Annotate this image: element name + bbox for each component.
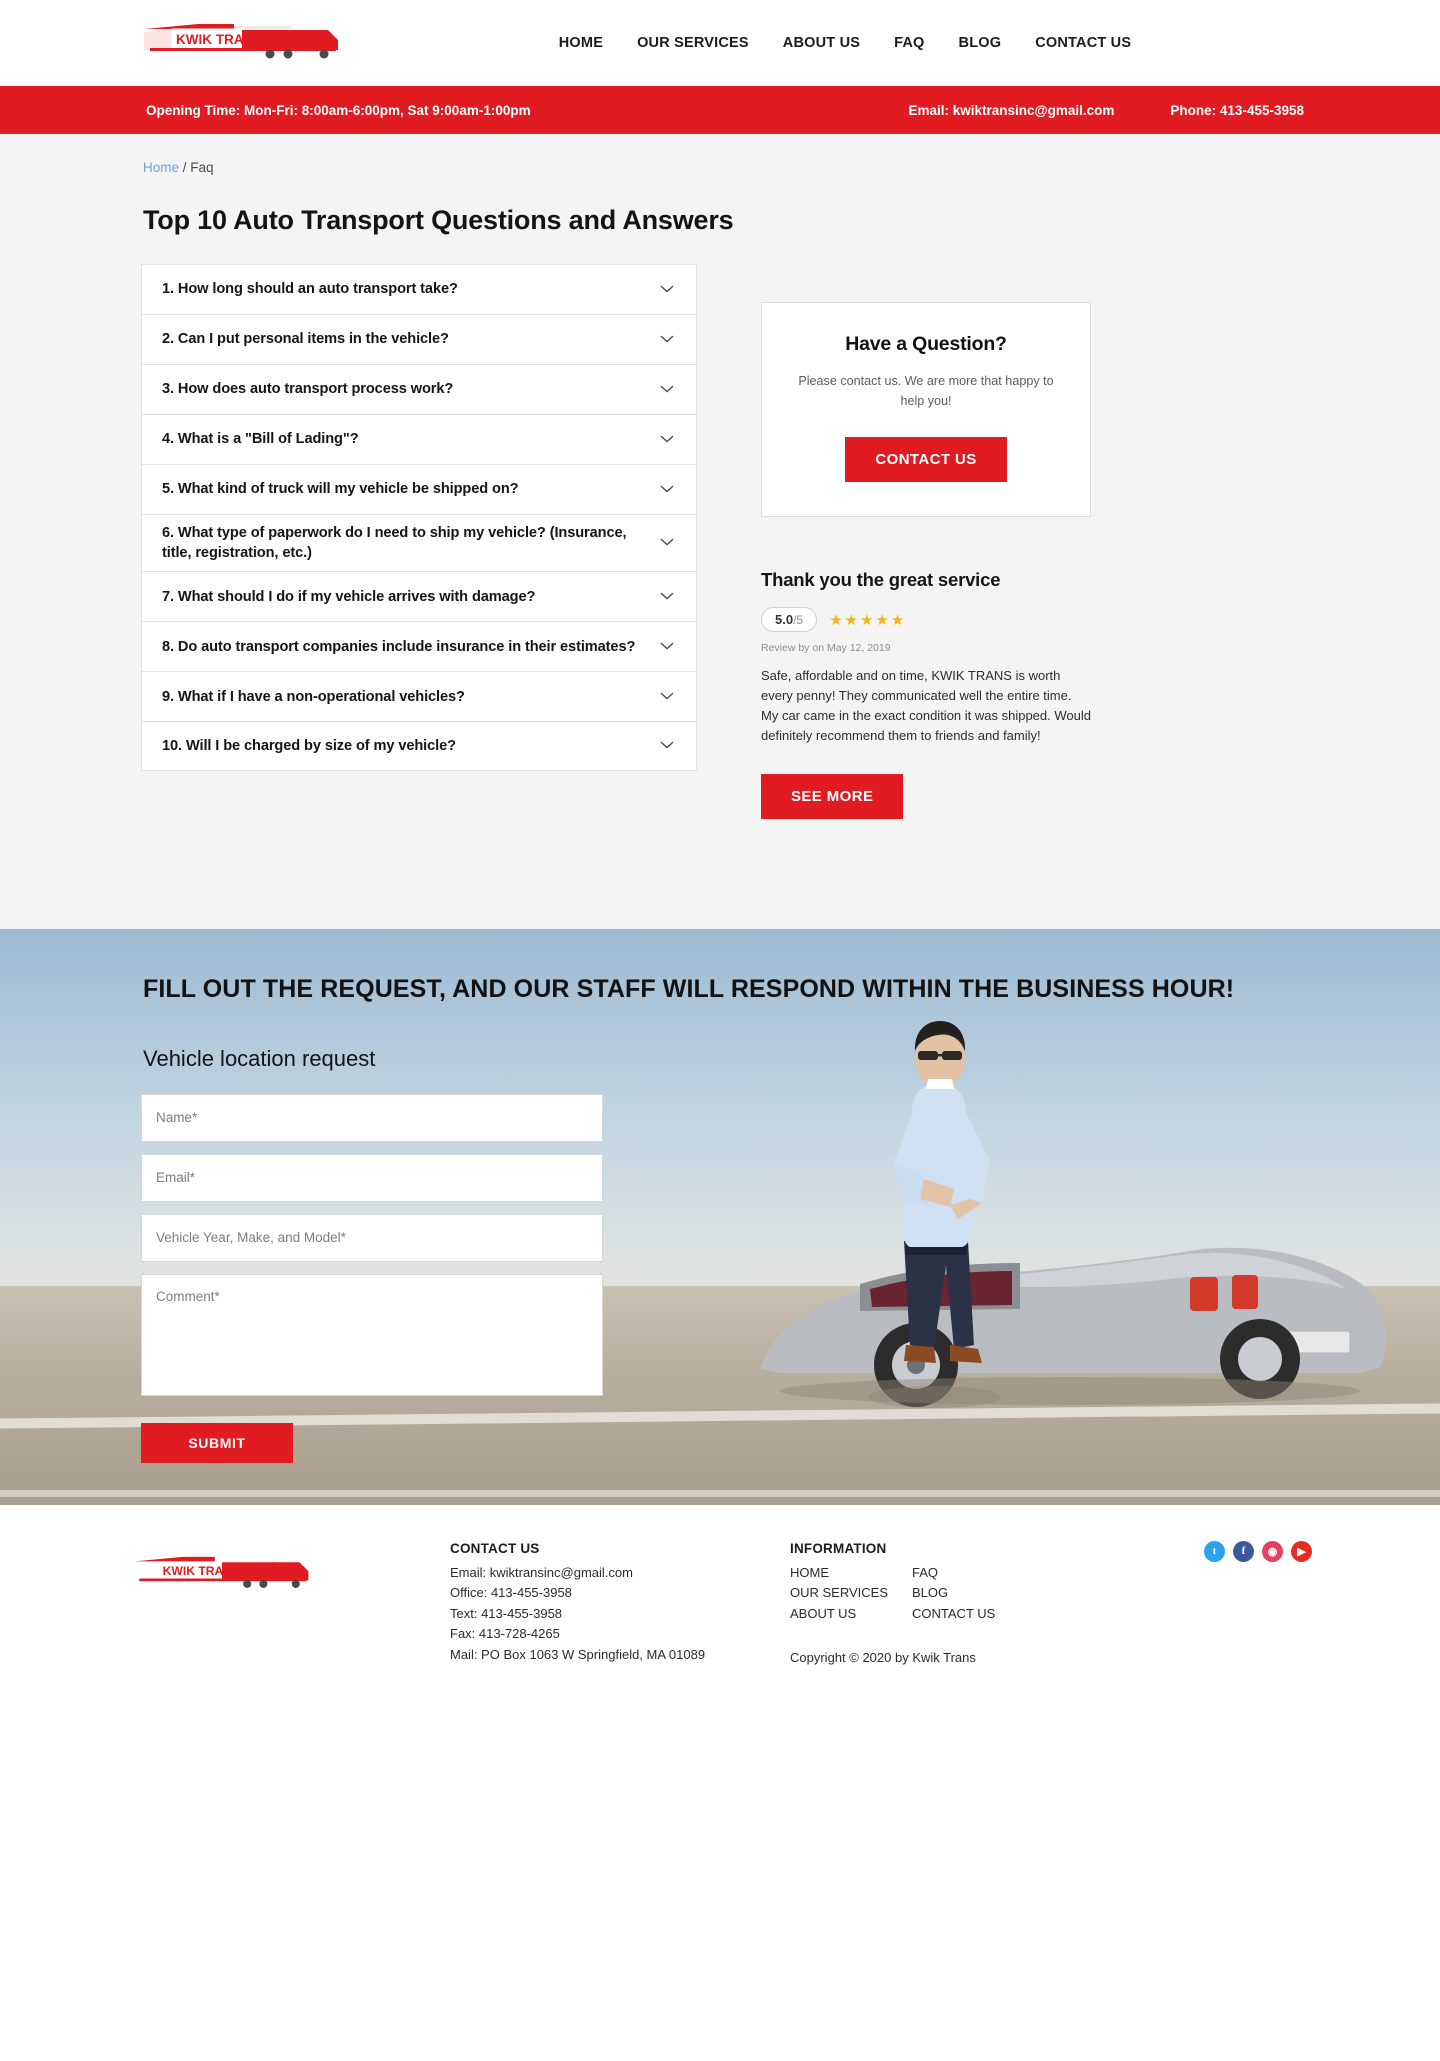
footer-contact-fax: Fax: 413-728-4265 xyxy=(450,1626,560,1642)
chevron-down-icon[interactable] xyxy=(660,334,674,343)
footer-contact-mail: Mail: PO Box 1063 W Springfield, MA 01089 xyxy=(450,1646,706,1662)
breadcrumb xyxy=(141,160,1299,175)
request-form-section xyxy=(0,929,1440,1505)
faq-question: 10. Will I be charged by size of my vehicle? xyxy=(162,738,456,755)
faq-accordion xyxy=(141,264,697,771)
footer-information-block xyxy=(790,1541,1090,1666)
faq-item[interactable] xyxy=(141,571,697,621)
footer-link-contact-us[interactable]: CONTACT US xyxy=(912,1605,996,1621)
chevron-down-icon[interactable] xyxy=(660,434,674,443)
chevron-down-icon[interactable] xyxy=(660,691,674,700)
faq-question: 6. What type of paperwork do I need to ship my vehicle? (Insurance, title, registration, etc.) xyxy=(162,525,627,562)
footer-contact-text: Text: 413-455-3958 xyxy=(450,1605,563,1621)
footer-links-column-2 xyxy=(912,1563,995,1625)
nav-item-our-services[interactable]: OUR SERVICES xyxy=(637,34,749,51)
nav-item-home[interactable]: HOME xyxy=(558,34,604,51)
hero-headline: FILL OUT THE REQUEST, AND OUR STAFF WILL RESPOND WITHIN THE BUSINESS HOUR! xyxy=(143,974,1235,1003)
faq-question: 8. Do auto transport companies include insurance in their estimates? xyxy=(162,638,636,655)
review-heading: Thank you the great service xyxy=(761,569,1001,591)
chevron-down-icon[interactable] xyxy=(660,484,674,493)
header-email[interactable]: Email: kwiktransinc@gmail.com xyxy=(908,102,1115,118)
rating-badge xyxy=(761,607,817,632)
instagram-icon[interactable]: ◉ xyxy=(1262,1541,1283,1562)
chevron-down-icon[interactable] xyxy=(660,641,674,650)
faq-item[interactable] xyxy=(141,621,697,671)
chevron-down-icon[interactable] xyxy=(660,384,674,393)
footer-link-blog[interactable]: BLOG xyxy=(912,1585,949,1601)
faq-question: 2. Can I put personal items in the vehicle? xyxy=(162,331,449,348)
rating-score: 5.0 xyxy=(775,612,794,628)
form-subheading: Vehicle location request xyxy=(143,1045,376,1071)
review-meta: Review by on May 12, 2019 xyxy=(761,642,891,655)
faq-item[interactable] xyxy=(141,721,697,771)
svg-text:KWIK TRANS INC: KWIK TRANS INC xyxy=(176,31,290,47)
page-title: Top 10 Auto Transport Questions and Answers xyxy=(143,205,734,235)
youtube-icon[interactable]: ▶ xyxy=(1291,1541,1312,1562)
nav-item-contact-us[interactable]: CONTACT US xyxy=(1035,34,1132,51)
truck-icon xyxy=(132,1553,450,1600)
footer-link-our-services[interactable]: OUR SERVICES xyxy=(790,1585,889,1601)
faq-question: 9. What if I have a non-operational vehicles? xyxy=(162,688,465,705)
faq-item[interactable] xyxy=(141,514,697,571)
contact-us-button[interactable]: CONTACT US xyxy=(845,437,1006,482)
breadcrumb-separator: / xyxy=(179,160,191,175)
chevron-down-icon[interactable] xyxy=(660,284,674,293)
footer-contact-heading: CONTACT US xyxy=(450,1540,540,1556)
header-phone[interactable]: Phone: 413-455-3958 xyxy=(1170,102,1304,118)
chevron-down-icon[interactable] xyxy=(660,741,674,750)
footer-link-faq[interactable]: FAQ xyxy=(912,1564,939,1580)
chevron-down-icon[interactable] xyxy=(660,538,674,547)
rating-denominator: /5 xyxy=(793,613,804,628)
faq-question: 3. How does auto transport process work? xyxy=(162,381,454,398)
faq-item[interactable] xyxy=(141,364,697,414)
footer-logo[interactable] xyxy=(120,1541,450,1600)
see-more-button[interactable]: SEE MORE xyxy=(761,774,903,819)
rating-row xyxy=(761,607,1091,632)
name-input[interactable] xyxy=(141,1094,603,1142)
comment-input[interactable] xyxy=(141,1274,603,1396)
twitter-icon[interactable]: t xyxy=(1204,1541,1225,1562)
sidebar xyxy=(761,264,1091,819)
vehicle-input[interactable] xyxy=(141,1214,603,1262)
faq-question: 7. What should I do if my vehicle arrives with damage? xyxy=(162,588,536,605)
footer-link-about-us[interactable]: ABOUT US xyxy=(790,1605,857,1621)
faq-question: 4. What is a "Bill of Lading"? xyxy=(162,431,359,448)
faq-item[interactable] xyxy=(141,264,697,314)
nav-item-about-us[interactable]: ABOUT US xyxy=(782,34,861,51)
faq-question: 5. What kind of truck will my vehicle be shipped on? xyxy=(162,481,519,498)
svg-text:KWIK TRANS INC: KWIK TRANS INC xyxy=(162,1563,265,1578)
info-bar xyxy=(0,86,1440,134)
have-a-question-text: Please contact us. We are more that happy to help you! xyxy=(798,374,1054,408)
have-a-question-heading: Have a Question? xyxy=(845,333,1007,355)
breadcrumb-home[interactable]: Home xyxy=(143,160,180,175)
footer-contact-office: Office: 413-455-3958 xyxy=(450,1585,572,1601)
star-rating-icon: ★★★★★ xyxy=(829,611,907,629)
review-card xyxy=(761,569,1091,819)
faq-item[interactable] xyxy=(141,314,697,364)
footer-information-heading: INFORMATION xyxy=(790,1540,887,1556)
facebook-icon[interactable]: f xyxy=(1233,1541,1254,1562)
faq-item[interactable] xyxy=(141,671,697,721)
have-a-question-card xyxy=(761,302,1091,517)
site-footer xyxy=(0,1505,1440,1696)
email-input[interactable] xyxy=(141,1154,603,1202)
faq-item[interactable] xyxy=(141,464,697,514)
submit-button[interactable]: SUBMIT xyxy=(141,1423,293,1463)
site-header xyxy=(0,0,1440,86)
nav-item-blog[interactable]: BLOG xyxy=(958,34,1002,51)
opening-time-text: Opening Time: Mon-Fri: 8:00am-6:00pm, Sat 9:00am-1:00pm xyxy=(146,102,531,118)
vehicle-location-form xyxy=(141,1094,603,1463)
main-navigation[interactable] xyxy=(340,35,1440,51)
footer-contact-block xyxy=(450,1541,790,1666)
logo-link[interactable] xyxy=(0,20,340,66)
copyright-text: Copyright © 2020 by Kwik Trans xyxy=(790,1650,976,1666)
review-text: Safe, affordable and on time, KWIK TRANS is worth every penny! They communicated well the entire time. My car came in the exact condition it was shipped. Would definitely recommend them to friends and family! xyxy=(761,668,1091,743)
road-marking xyxy=(0,1490,1440,1497)
footer-social-block xyxy=(1090,1541,1320,1562)
breadcrumb-current: Faq xyxy=(190,160,214,175)
footer-link-home[interactable]: HOME xyxy=(790,1564,829,1580)
nav-item-faq[interactable]: FAQ xyxy=(894,34,925,51)
footer-links-column-1 xyxy=(790,1563,888,1625)
faq-item[interactable] xyxy=(141,414,697,464)
chevron-down-icon[interactable] xyxy=(660,591,674,600)
faq-question: 1. How long should an auto transport take? xyxy=(162,281,458,298)
truck-icon xyxy=(142,20,342,66)
footer-contact-email[interactable]: Email: kwiktransinc@gmail.com xyxy=(450,1564,633,1580)
faq-section xyxy=(0,134,1440,929)
